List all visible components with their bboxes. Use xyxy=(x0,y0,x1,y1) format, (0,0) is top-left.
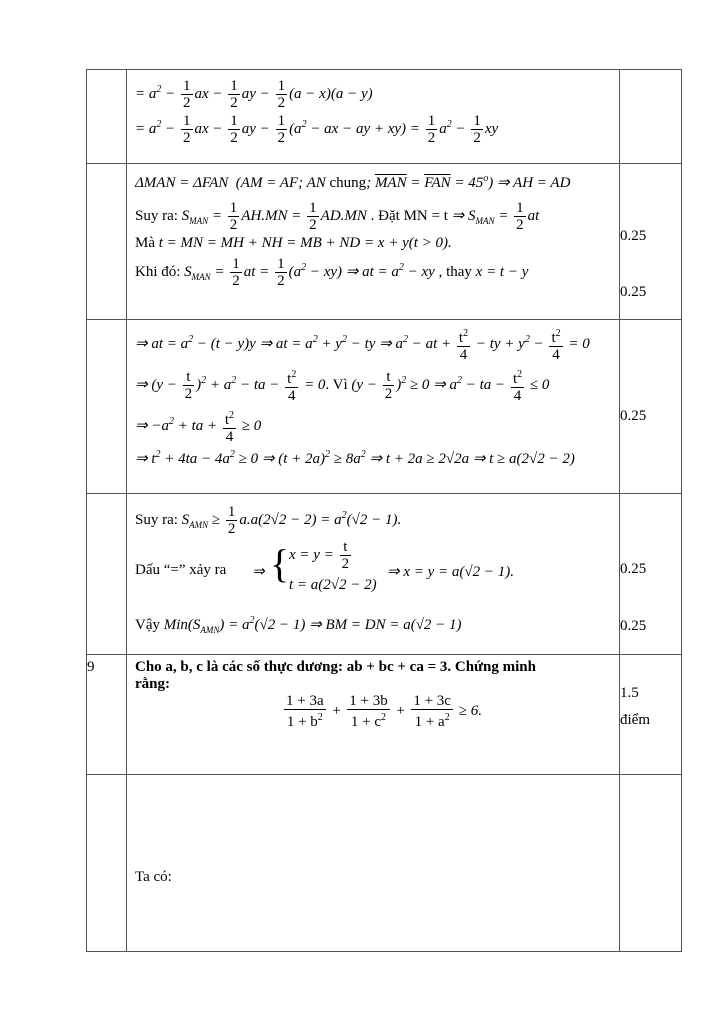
math-line: Suy ra: $S_{AMN}$ ≥ $\frac{1}{2}$ $a.a(2√2 - 2) = a^2(√2 - 1)$. xyxy=(135,504,402,537)
table-row xyxy=(87,320,682,494)
score-cell xyxy=(620,164,682,320)
number-cell xyxy=(87,494,127,655)
score-cell xyxy=(620,775,682,952)
math-line: ⇒ $t^2 + 4ta - 4a^2 \ge 0$ ⇒ $(t + 2a)^2 \ge 8a^2$ ⇒ t + 2a ≥ 2√2a ⇒ t ≥ a(2√2 − 2) xyxy=(135,449,575,467)
label-thay: , thay xyxy=(438,263,472,280)
problem-formula: $\frac{1 + 3a}{1 + b^2}$ + $\frac{1 + 3b}{1 + c^2}$ + $\frac{1 + 3c}{1 + a^2}$ ≥ 6. xyxy=(286,693,482,730)
label-suy-ra: Suy ra: xyxy=(135,207,178,224)
solution-table xyxy=(86,69,682,952)
math-line: ⇒ at = $a^2 - (t - y)y$ ⇒ at = $a^2 + y^2$ − ty ⇒ $a^2$ − at + $\frac{t^2}{4}$ − ty + $y^2$ − $\frac{t^2}{4}$ = 0 xyxy=(135,328,590,363)
word-chung: chung xyxy=(329,175,367,191)
label-ma: Mà xyxy=(135,235,155,251)
label-dau: Dấu “=” xảy ra xyxy=(135,562,227,578)
math-line: ΔMAN = ΔFAN (AM = AF; AN chung; $\overline{MAN} = \overline{FAN} = 45^o$) ⇒ AH = AD xyxy=(135,173,571,191)
label-dat: . Đặt MN = t xyxy=(370,207,448,224)
label-khi-do: Khi đó: xyxy=(135,263,181,280)
math-line: ⇒ $-a^2$ + ta + $\frac{t^2}{4}$ ≥ 0 xyxy=(135,410,262,445)
table-row xyxy=(87,775,682,952)
number-cell xyxy=(87,164,127,320)
problem-statement xyxy=(127,655,619,693)
math-line: Vậy $Min(S_{AMN}) = a^2(√2 - 1)$ ⇒ BM = DN = a(√2 − 1) xyxy=(135,615,462,635)
math-line: Dấu “=” xảy ra ⇒ { x = y = $\frac{t}{2}$ t = a(2√2 − 2) ⇒ x = y = a(√2 − 1). xyxy=(135,539,514,593)
table-row xyxy=(87,164,682,320)
problem-line-1: Cho a, b, c là các số thực dương: ab + bc + ca = 3. Chứng minh xyxy=(135,659,536,675)
score-cell xyxy=(620,655,682,775)
score-cell xyxy=(620,70,682,164)
math-line: Suy ra: $S_{MAN}$ = $\frac{1}{2}$ AH.MN = $\frac{1}{2}$ AD.MN . Đặt MN = t ⇒ $S_{MAN}$ = $\frac{1}{2}$ at xyxy=(135,200,540,233)
math-line: Khi đó: $S_{MAN}$ = $\frac{1}{2}$ at = $\frac{1}{2}$ $(a^2 - xy)$ ⇒ at = $a^2$ − xy , thay x = t − y xyxy=(135,256,529,289)
score-value: 0.25 xyxy=(620,228,647,244)
content-cell xyxy=(127,775,620,952)
content-cell xyxy=(127,494,620,655)
score-value: 1.5 xyxy=(620,685,639,701)
score-cell xyxy=(620,320,682,494)
content-cell xyxy=(127,164,620,320)
label-suy-ra: Suy ra: xyxy=(135,511,178,528)
number-cell xyxy=(87,655,127,775)
score-value: 0.25 xyxy=(620,561,647,577)
content-cell xyxy=(127,320,620,494)
table-row xyxy=(87,70,682,164)
number-cell xyxy=(87,775,127,952)
content-cell xyxy=(127,655,620,775)
score-value: 0.25 xyxy=(620,284,647,300)
label-vay: Vậy xyxy=(135,617,160,633)
score-unit: điểm xyxy=(620,712,650,728)
problem-number: 9 xyxy=(87,659,95,675)
score-cell xyxy=(620,494,682,655)
score-value: 0.25 xyxy=(620,618,647,634)
problem-line-2: rằng: xyxy=(135,676,170,692)
label-vi: . Vì xyxy=(325,376,348,393)
score-value: 0.25 xyxy=(620,408,647,424)
ta-co-text: Ta có: xyxy=(135,869,172,885)
math-line: = $a^2$ − $\frac{1}{2}$ ax − $\frac{1}{2}$ ay − $\frac{1}{2}$ ($a^2$ − ax − ay + xy) = $\frac{1}{2}$ $a^2$ − $\frac{1}{2}$ xy xyxy=(135,113,499,146)
math-line: Mà t = MN = MH + NH = MB + ND = x + y(t > 0). xyxy=(135,235,452,251)
table-row xyxy=(87,494,682,655)
math-line: = $a^2$ − $\frac{1}{2}$ ax − $\frac{1}{2}$ ay − $\frac{1}{2}$ (a − x)(a − y) xyxy=(135,78,373,111)
table-row xyxy=(87,655,682,775)
math-line: ⇒ (y − $\frac{t}{2}$ )$^2 + a^2$ − ta − $\frac{t^2}{4}$ = 0. Vì (y − $\frac{t}{2}$ )$^2$ ≥ 0 ⇒ $a^2$ − ta − $\frac{t^2}{4}$ ≤ 0 xyxy=(135,369,550,404)
number-cell xyxy=(87,70,127,164)
number-cell xyxy=(87,320,127,494)
content-cell xyxy=(127,70,620,164)
